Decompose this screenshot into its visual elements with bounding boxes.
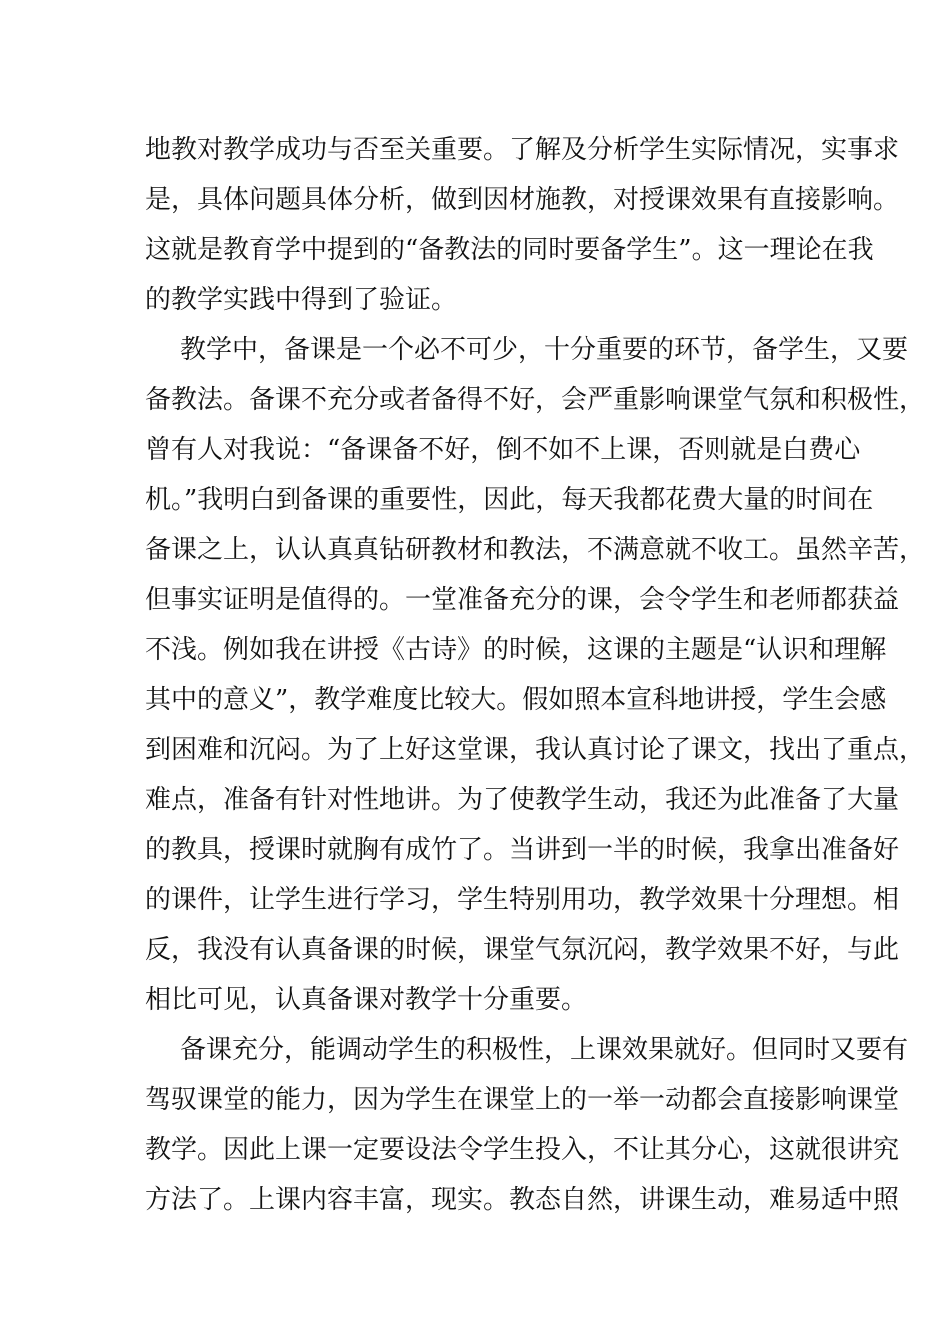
- text-line: 机。”我明白到备课的重要性，因此，每天我都花费大量的时间在: [145, 485, 874, 515]
- text-line: 到困难和沉闷。为了上好这堂课，我认真讨论了课文，找出了重点，: [145, 735, 926, 765]
- text-line: 相比可见，认真备课对教学十分重要。: [145, 985, 588, 1015]
- text-line: 反，我没有认真备课的时候，课堂气氛沉闷，教学效果不好，与此: [145, 935, 900, 965]
- text-line: 不浅。例如我在讲授《古诗》的时候，这课的主题是“认识和理解: [145, 635, 887, 665]
- text-line: 是，具体问题具体分析，做到因材施教，对授课效果有直接影响。: [145, 185, 900, 215]
- text-line: 地教对教学成功与否至关重要。了解及分析学生实际情况，实事求: [145, 135, 900, 165]
- text-line: 备教法。备课不充分或者备得不好，会严重影响课堂气氛和积极性，: [145, 385, 926, 415]
- text-line: 其中的意义”，教学难度比较大。假如照本宣科地讲授，学生会感: [145, 685, 887, 715]
- text-line: 教学。因此上课一定要设法令学生投入，不让其分心，这就很讲究: [145, 1135, 900, 1165]
- text-line: 的教学实践中得到了验证。: [145, 285, 458, 315]
- text-line: 的课件，让学生进行学习，学生特别用功，教学效果十分理想。相: [145, 885, 900, 915]
- paragraph-first-line: 教学中，备课是一个必不可少，十分重要的环节，备学生，又要: [180, 335, 909, 365]
- text-line: 备课之上，认认真真钻研教材和教法，不满意就不收工。虽然辛苦，: [145, 535, 926, 565]
- text-line: 曾有人对我说：“备课备不好，倒不如不上课，否则就是白费心: [145, 435, 861, 465]
- text-line: 的教具，授课时就胸有成竹了。当讲到一半的时候，我拿出准备好: [145, 835, 900, 865]
- text-line: 方法了。上课内容丰富，现实。教态自然，讲课生动，难易适中照: [145, 1185, 900, 1215]
- text-line: 驾驭课堂的能力，因为学生在课堂上的一举一动都会直接影响课堂: [145, 1085, 900, 1115]
- text-line: 但事实证明是值得的。一堂准备充分的课，会令学生和老师都获益: [145, 585, 900, 615]
- text-line: 难点，准备有针对性地讲。为了使教学生动，我还为此准备了大量: [145, 785, 900, 815]
- paragraph-first-line: 备课充分，能调动学生的积极性，上课效果就好。但同时又要有: [180, 1035, 909, 1065]
- text-line: 这就是教育学中提到的“备教法的同时要备学生”。这一理论在我: [145, 235, 874, 265]
